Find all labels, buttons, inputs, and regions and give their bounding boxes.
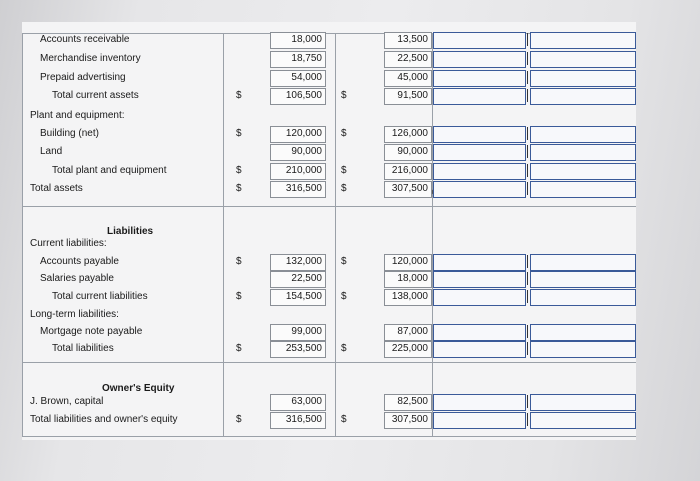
amount-change-input[interactable] [433, 163, 526, 180]
percent-change-input[interactable] [530, 289, 636, 306]
prior-year-value: 316,500 [285, 414, 322, 425]
dollar-sign: $ [341, 165, 347, 176]
prior-year-value: 90,000 [291, 146, 322, 157]
dollar-sign: $ [236, 291, 242, 302]
current-year-value: 307,500 [391, 183, 428, 194]
percent-change-input[interactable] [530, 254, 636, 271]
dollar-sign: $ [341, 414, 347, 425]
dollar-sign: $ [341, 256, 347, 267]
prior-year-value: 120,000 [285, 128, 322, 139]
prior-year-value: 18,750 [291, 53, 322, 64]
text-caret [527, 89, 528, 102]
current-year-value: 307,500 [391, 414, 428, 425]
grid-line [335, 33, 336, 436]
dollar-sign: $ [236, 256, 242, 267]
dollar-sign: $ [341, 343, 347, 354]
row-label: Land [40, 146, 63, 157]
row-label: Merchandise inventory [40, 53, 141, 64]
amount-change-input[interactable] [433, 324, 526, 341]
grid-line [22, 436, 636, 437]
text-caret [527, 52, 528, 65]
text-caret [527, 182, 528, 195]
dollar-sign: $ [341, 128, 347, 139]
prior-year-value: 22,500 [291, 273, 322, 284]
row-label: Total current liabilities [52, 291, 148, 302]
text-caret [527, 395, 528, 408]
amount-change-input[interactable] [433, 254, 526, 271]
prior-year-value: 54,000 [291, 72, 322, 83]
current-year-value: 82,500 [397, 396, 428, 407]
dollar-sign: $ [236, 165, 242, 176]
amount-change-input[interactable] [433, 51, 526, 68]
current-year-value: 91,500 [397, 90, 428, 101]
text-caret [527, 164, 528, 177]
amount-change-input[interactable] [433, 181, 526, 198]
row-label: Total assets [30, 183, 83, 194]
percent-change-input[interactable] [530, 88, 636, 105]
liabilities-header: Liabilities [107, 226, 154, 237]
current-year-value: 87,000 [397, 326, 428, 337]
amount-change-input[interactable] [433, 341, 526, 358]
text-caret [527, 255, 528, 268]
dollar-sign: $ [341, 291, 347, 302]
prior-year-value: 18,000 [291, 34, 322, 45]
row-label: Total plant and equipment [52, 165, 167, 176]
current-year-value: 126,000 [391, 128, 428, 139]
percent-change-input[interactable] [530, 51, 636, 68]
current-year-value: 22,500 [397, 53, 428, 64]
current-year-value: 90,000 [397, 146, 428, 157]
current-year-value: 216,000 [391, 165, 428, 176]
text-caret [527, 325, 528, 338]
row-label: Total liabilities [52, 343, 114, 354]
dollar-sign: $ [236, 414, 242, 425]
current-year-value: 120,000 [391, 256, 428, 267]
percent-change-input[interactable] [530, 32, 636, 49]
text-caret [527, 290, 528, 303]
text-caret [527, 145, 528, 158]
text-caret [527, 127, 528, 140]
amount-change-input[interactable] [433, 289, 526, 306]
dollar-sign: $ [236, 183, 242, 194]
owners-equity-header: Owner's Equity [102, 383, 175, 394]
row-label: Long-term liabilities: [30, 309, 119, 320]
row-label: Current liabilities: [30, 238, 107, 249]
prior-year-value: 132,000 [285, 256, 322, 267]
amount-change-input[interactable] [433, 144, 526, 161]
prior-year-value: 154,500 [285, 291, 322, 302]
dollar-sign: $ [236, 128, 242, 139]
prior-year-value: 99,000 [291, 326, 322, 337]
amount-change-input[interactable] [433, 70, 526, 87]
dollar-sign: $ [236, 343, 242, 354]
row-label: Salaries payable [40, 273, 114, 284]
percent-change-input[interactable] [530, 271, 636, 288]
amount-change-input[interactable] [433, 88, 526, 105]
current-year-value: 18,000 [397, 273, 428, 284]
row-label: Plant and equipment: [30, 110, 125, 121]
prior-year-value: 106,500 [285, 90, 322, 101]
row-label: J. Brown, capital [30, 396, 104, 407]
prior-year-value: 210,000 [285, 165, 322, 176]
text-caret [527, 33, 528, 46]
row-label: Building (net) [40, 128, 99, 139]
percent-change-input[interactable] [530, 70, 636, 87]
amount-change-input[interactable] [433, 126, 526, 143]
dollar-sign: $ [341, 183, 347, 194]
percent-change-input[interactable] [530, 144, 636, 161]
current-year-value: 138,000 [391, 291, 428, 302]
percent-change-input[interactable] [530, 163, 636, 180]
row-label: Total current assets [52, 90, 139, 101]
prior-year-value: 253,500 [285, 343, 322, 354]
dollar-sign: $ [236, 90, 242, 101]
percent-change-input[interactable] [530, 324, 636, 341]
row-label: Accounts payable [40, 256, 119, 267]
percent-change-input[interactable] [530, 341, 636, 358]
grid-line [22, 206, 636, 207]
current-year-value: 13,500 [397, 34, 428, 45]
prior-year-value: 63,000 [291, 396, 322, 407]
current-year-value: 45,000 [397, 72, 428, 83]
percent-change-input[interactable] [530, 181, 636, 198]
percent-change-input[interactable] [530, 126, 636, 143]
text-caret [527, 272, 528, 285]
percent-change-input[interactable] [530, 412, 636, 429]
prior-year-value: 316,500 [285, 183, 322, 194]
text-caret [527, 342, 528, 355]
amount-change-input[interactable] [433, 32, 526, 49]
row-label: Mortgage note payable [40, 326, 143, 337]
text-caret [527, 413, 528, 426]
dollar-sign: $ [341, 90, 347, 101]
grid-line [22, 33, 23, 436]
text-caret [527, 71, 528, 84]
amount-change-input[interactable] [433, 394, 526, 411]
row-label: Total liabilities and owner's equity [30, 414, 178, 425]
amount-change-input[interactable] [433, 412, 526, 429]
grid-line [22, 362, 636, 363]
current-year-value: 225,000 [391, 343, 428, 354]
amount-change-input[interactable] [433, 271, 526, 288]
percent-change-input[interactable] [530, 394, 636, 411]
row-label: Prepaid advertising [40, 72, 126, 83]
grid-line [223, 33, 224, 436]
row-label: Accounts receivable [40, 34, 130, 45]
